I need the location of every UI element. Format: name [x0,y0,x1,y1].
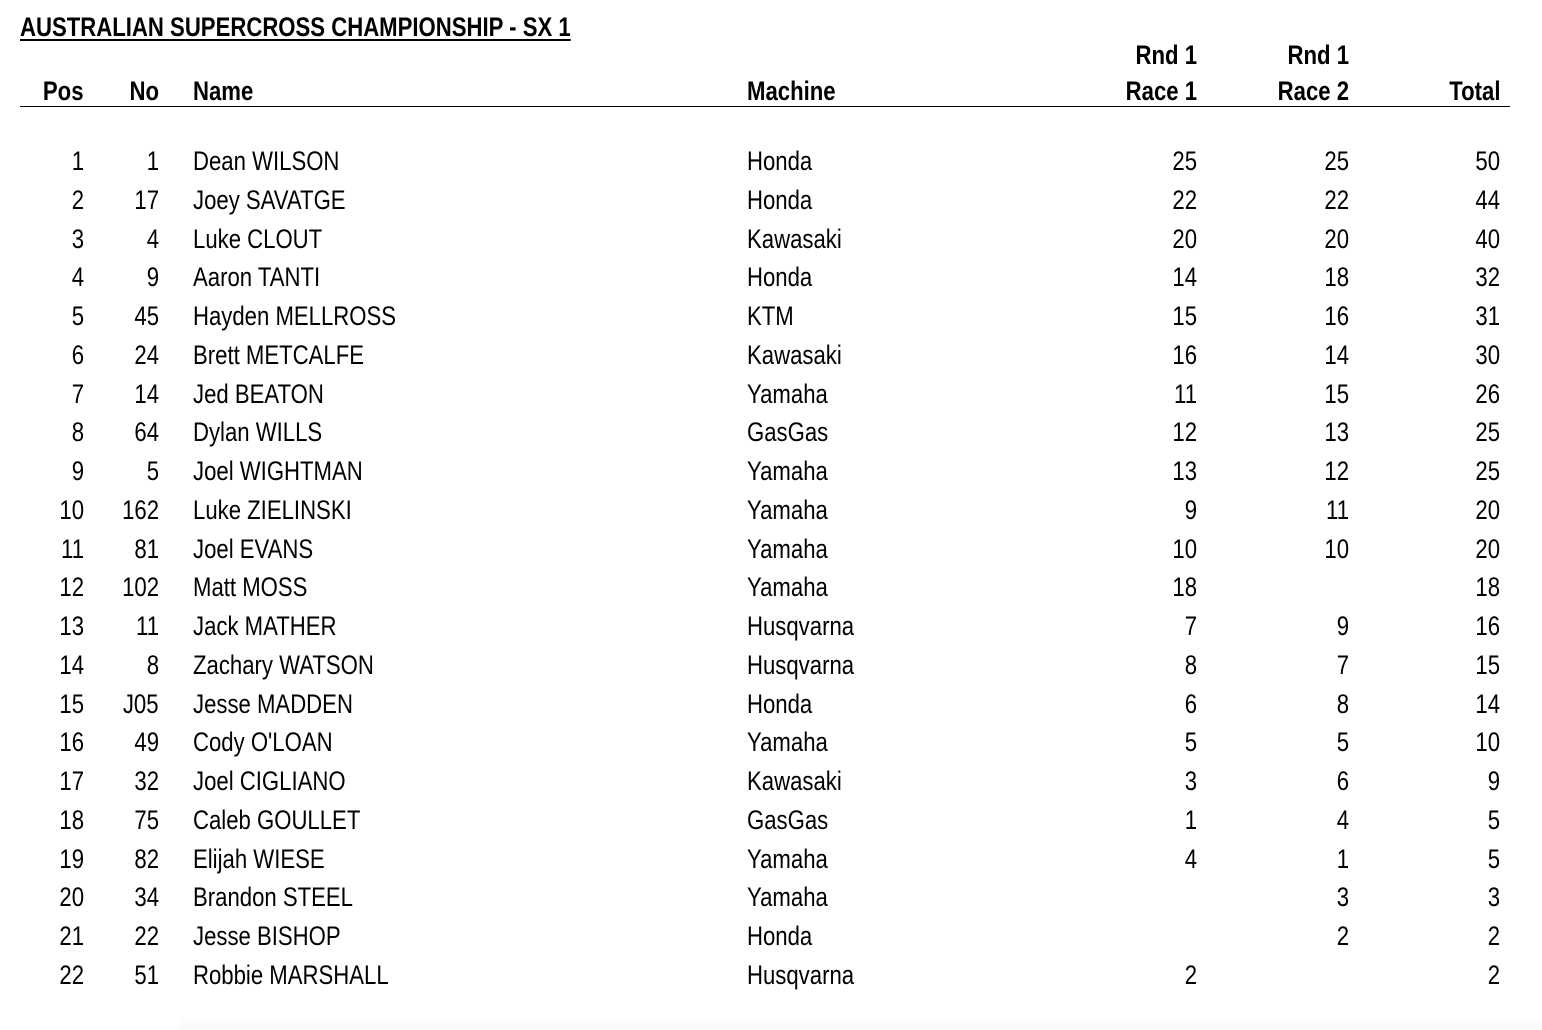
row-race2-points: 1 [1336,843,1349,874]
row-number: 11 [136,611,159,641]
row-rider-name: Brandon STEEL [193,882,354,913]
row-rider-name: Zachary WATSON [193,649,374,680]
table-row [0,685,1542,723]
row-machine: Yamaha [747,494,828,525]
row-rider-name: Cody O'LOAN [193,727,333,758]
row-total-points: 32 [1475,262,1500,293]
row-machine: Husqvarna [747,611,855,641]
row-number: 49 [134,727,159,758]
row-machine: Honda [747,262,813,293]
row-total-points: 2 [1487,921,1500,951]
header-divider [20,106,1510,107]
row-rider-name: Jesse BISHOP [193,921,341,951]
row-race1-points: 13 [1172,456,1197,486]
table-header [0,72,1542,110]
row-race2-points: 13 [1324,417,1349,448]
row-pos: 19 [59,843,84,874]
page-title: AUSTRALIAN SUPERCROSS CHAMPIONSHIP - SX 1 [20,12,571,42]
row-rider-name: Joel WIGHTMAN [193,456,363,486]
row-number: 82 [134,843,159,874]
table-row [0,297,1542,335]
table-row [0,840,1542,878]
row-total-points: 20 [1475,494,1500,525]
row-race2-points: 18 [1324,262,1349,293]
row-race2-points: 25 [1324,146,1349,176]
row-race2-points: 12 [1324,456,1349,486]
row-number: 9 [146,262,159,293]
row-race1-points: 4 [1184,843,1197,874]
row-race1-points: 3 [1184,766,1197,796]
row-number: 1 [146,146,159,176]
header-total: Total [1448,76,1500,106]
row-number: 45 [134,301,159,331]
row-race1-points: 1 [1184,804,1197,835]
row-race1-points: 2 [1184,959,1197,990]
row-race2-points: 11 [1326,494,1349,525]
row-pos: 22 [59,959,84,990]
row-rider-name: Matt MOSS [193,572,308,603]
row-machine: Honda [747,184,813,215]
table-row [0,336,1542,374]
table-row [0,878,1542,916]
row-total-points: 18 [1475,572,1500,603]
table-row [0,607,1542,645]
row-total-points: 40 [1475,223,1500,254]
row-machine: Yamaha [747,456,828,486]
row-pos: 1 [71,146,84,176]
row-pos: 6 [71,339,84,370]
row-rider-name: Aaron TANTI [193,262,321,293]
row-race2-points: 6 [1336,766,1349,796]
row-pos: 4 [71,262,84,293]
row-pos: 21 [59,921,84,951]
table-row [0,258,1542,296]
row-rider-name: Dean WILSON [193,146,340,176]
row-number: 34 [134,882,159,913]
row-race2-points: 4 [1336,804,1349,835]
row-number: 51 [134,959,159,990]
row-total-points: 9 [1487,766,1500,796]
header-race1-round: Rnd 1 [1135,40,1197,70]
table-row [0,568,1542,606]
header-name: Name [193,76,254,106]
row-rider-name: Elijah WIESE [193,843,325,874]
row-rider-name: Luke ZIELINSKI [193,494,352,525]
row-race2-points: 16 [1324,301,1349,331]
row-total-points: 10 [1475,727,1500,758]
row-race1-points: 8 [1184,649,1197,680]
row-rider-name: Joey SAVATGE [193,184,346,215]
row-number: 4 [146,223,159,254]
row-pos: 14 [59,649,84,680]
row-race1-points: 22 [1172,184,1197,215]
row-rider-name: Jesse MADDEN [193,688,353,719]
row-total-points: 15 [1475,649,1500,680]
header-race2-round: Rnd 1 [1287,40,1349,70]
row-rider-name: Caleb GOULLET [193,804,361,835]
row-pos: 15 [59,688,84,719]
table-row [0,762,1542,800]
row-race1-points: 11 [1174,378,1197,409]
row-race2-points: 22 [1324,184,1349,215]
row-machine: Yamaha [747,572,828,603]
table-row [0,452,1542,490]
row-machine: Honda [747,688,813,719]
row-number: 81 [134,533,159,564]
row-machine: Yamaha [747,882,828,913]
row-rider-name: Luke CLOUT [193,223,323,254]
table-row [0,530,1542,568]
row-total-points: 5 [1487,804,1500,835]
row-pos: 9 [71,456,84,486]
row-machine: GasGas [747,417,829,448]
table-row [0,491,1542,529]
row-race1-points: 20 [1172,223,1197,254]
row-number: 5 [146,456,159,486]
row-race2-points: 14 [1324,339,1349,370]
row-race2-points: 3 [1336,882,1349,913]
row-total-points: 44 [1475,184,1500,215]
row-number: 17 [134,184,159,215]
row-machine: Yamaha [747,378,828,409]
row-pos: 8 [71,417,84,448]
row-machine: Honda [747,146,813,176]
row-machine: Kawasaki [747,339,842,370]
row-machine: Husqvarna [747,649,855,680]
row-rider-name: Joel EVANS [193,533,314,564]
header-no: No [129,76,159,106]
row-rider-name: Brett METCALFE [193,339,365,370]
row-pos: 2 [71,184,84,215]
table-row [0,413,1542,451]
row-total-points: 5 [1487,843,1500,874]
row-race2-points: 8 [1336,688,1349,719]
row-number: 102 [122,572,159,603]
table-row [0,181,1542,219]
row-race1-points: 18 [1172,572,1197,603]
row-pos: 10 [59,494,84,525]
row-rider-name: Joel CIGLIANO [193,766,346,796]
row-machine: Yamaha [747,533,828,564]
row-machine: Kawasaki [747,766,842,796]
header-pos: Pos [43,76,84,106]
row-pos: 16 [59,727,84,758]
row-machine: GasGas [747,804,829,835]
table-row [0,917,1542,955]
row-race2-points: 2 [1336,921,1349,951]
row-rider-name: Jack MATHER [193,611,337,641]
row-pos: 18 [59,804,84,835]
row-race1-points: 10 [1172,533,1197,564]
row-pos: 12 [59,572,84,603]
row-rider-name: Dylan WILLS [193,417,323,448]
row-race1-points: 12 [1172,417,1197,448]
row-total-points: 50 [1475,146,1500,176]
table-row [0,646,1542,684]
row-pos: 7 [71,378,84,409]
row-rider-name: Robbie MARSHALL [193,959,389,990]
page-bottom-shade [180,1015,1542,1030]
row-pos: 20 [59,882,84,913]
row-race1-points: 7 [1184,611,1197,641]
row-rider-name: Jed BEATON [193,378,324,409]
row-number: 22 [134,921,159,951]
row-machine: KTM [747,301,794,331]
row-machine: Kawasaki [747,223,842,254]
table-row [0,375,1542,413]
header-race1: Race 1 [1125,76,1197,106]
row-race2-points: 9 [1336,611,1349,641]
row-machine: Yamaha [747,727,828,758]
header-machine: Machine [747,76,836,106]
table-row [0,220,1542,258]
row-rider-name: Hayden MELLROSS [193,301,397,331]
table-row [0,723,1542,761]
table-row [0,801,1542,839]
row-race2-points: 15 [1324,378,1349,409]
row-race2-points: 5 [1336,727,1349,758]
row-number: 162 [122,494,159,525]
row-total-points: 26 [1475,378,1500,409]
row-number: J05 [123,688,159,719]
row-race1-points: 6 [1184,688,1197,719]
row-pos: 11 [61,533,84,564]
row-race2-points: 10 [1324,533,1349,564]
row-race1-points: 14 [1172,262,1197,293]
row-race1-points: 15 [1172,301,1197,331]
row-machine: Husqvarna [747,959,855,990]
row-total-points: 20 [1475,533,1500,564]
row-number: 8 [146,649,159,680]
row-total-points: 25 [1475,417,1500,448]
row-pos: 13 [59,611,84,641]
row-total-points: 30 [1475,339,1500,370]
row-machine: Yamaha [747,843,828,874]
row-total-points: 16 [1475,611,1500,641]
row-race1-points: 9 [1184,494,1197,525]
row-race1-points: 25 [1172,146,1197,176]
row-total-points: 2 [1487,959,1500,990]
row-number: 24 [134,339,159,370]
row-total-points: 31 [1475,301,1500,331]
row-total-points: 3 [1487,882,1500,913]
row-pos: 3 [71,223,84,254]
row-race1-points: 16 [1172,339,1197,370]
table-row [0,142,1542,180]
row-number: 75 [134,804,159,835]
table-header-line1 [0,36,1542,74]
row-race1-points: 5 [1184,727,1197,758]
row-pos: 5 [71,301,84,331]
row-number: 64 [134,417,159,448]
row-number: 32 [134,766,159,796]
row-race2-points: 7 [1336,649,1349,680]
row-machine: Honda [747,921,813,951]
header-race2: Race 2 [1277,76,1349,106]
row-race2-points: 20 [1324,223,1349,254]
row-pos: 17 [59,766,84,796]
row-total-points: 14 [1475,688,1500,719]
row-total-points: 25 [1475,456,1500,486]
table-row [0,956,1542,994]
row-number: 14 [134,378,159,409]
